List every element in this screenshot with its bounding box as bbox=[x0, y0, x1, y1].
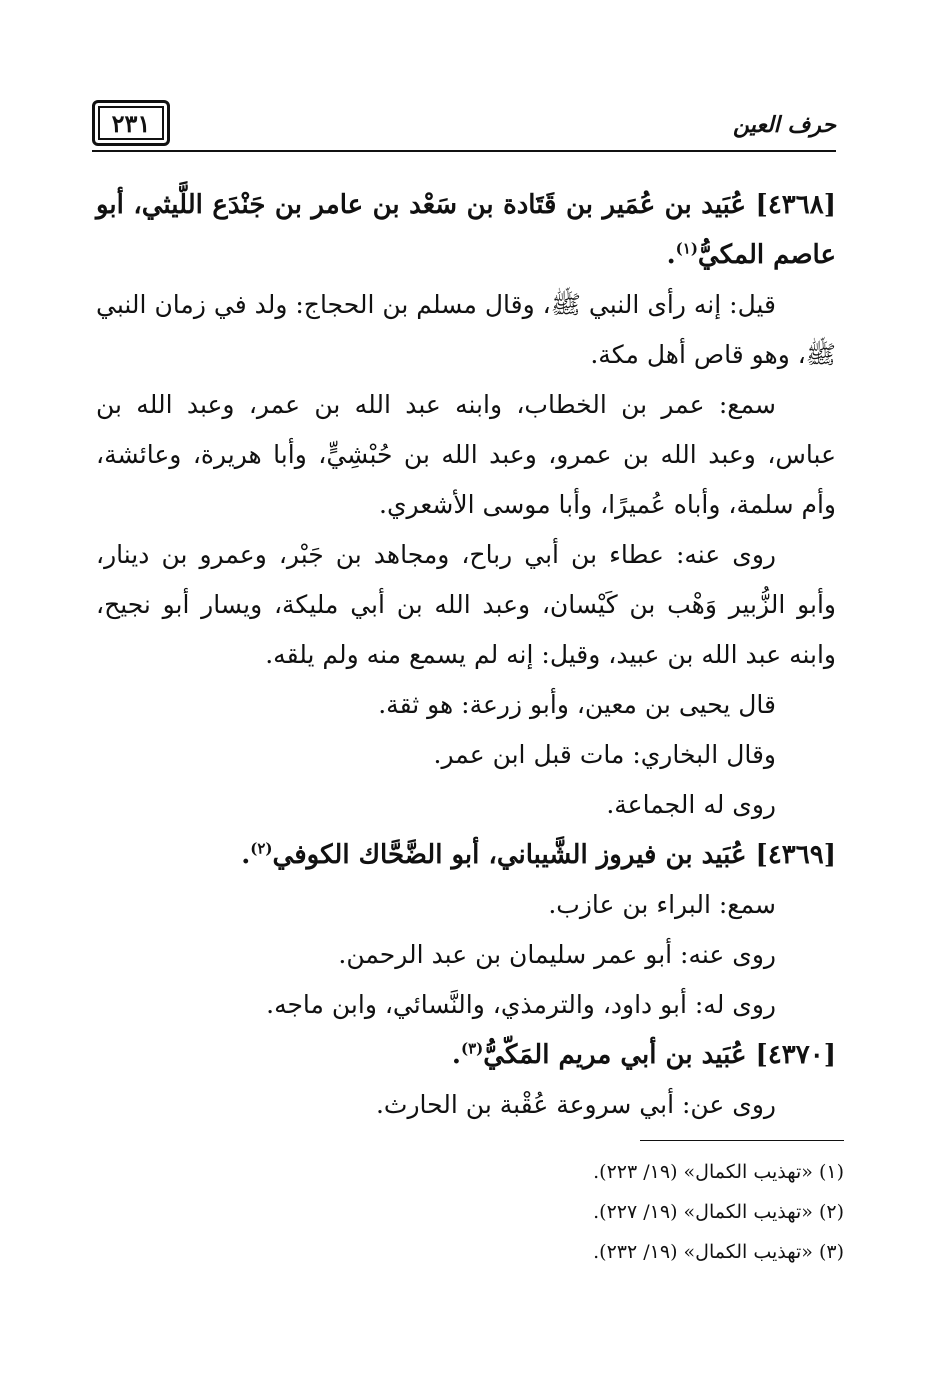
footnotes bbox=[593, 1152, 844, 1272]
header-rule bbox=[92, 150, 836, 152]
page-header bbox=[92, 100, 836, 154]
paragraph: روى عن: أبي سروعة عُقْبة بن الحارث. bbox=[375, 1090, 776, 1119]
entry-title bbox=[96, 1030, 836, 1080]
entry-title-text: [٤٣٦٩] عُبَيد بن فيروز الشَّيباني، أبو الضَّحَّاك الكوفي bbox=[272, 840, 836, 870]
paragraph: قال يحيى بن معين، وأبو زرعة: هو ثقة. bbox=[378, 690, 776, 719]
paragraph: قيل: إنه رأى النبي ﷺ، وقال مسلم بن الحجاج: ولد في زمان النبي ﷺ، وهو قاص أهل مكة. bbox=[96, 290, 836, 369]
entry-title-end: . bbox=[666, 240, 676, 270]
entry-title-end: . bbox=[451, 1040, 461, 1070]
footnote-marker: (٢) bbox=[250, 839, 273, 858]
footnote: (٢) «تهذيب الكمال» (١٩/ ٢٢٧). bbox=[593, 1201, 844, 1223]
paragraph: وقال البخاري: مات قبل ابن عمر. bbox=[433, 740, 776, 769]
footnote-marker: (٣) bbox=[460, 1039, 484, 1058]
paragraph: روى عنه: عطاء بن أبي رباح، ومجاهد بن جَبْر، وعمرو بن دينار، وأبو الزُّبير وَهْب بن كَيْسان، وعبد الله بن أبي مليكة، ويسار أبو نجيح، وابنه عبد الله بن عبيد، وقيل: إنه لم يسمع منه ولم يلقه. bbox=[96, 540, 836, 669]
page-number: ٢٣١ bbox=[92, 100, 170, 146]
footnote-marker: (١) bbox=[675, 239, 698, 258]
paragraph: سمع: البراء بن عازب. bbox=[548, 890, 776, 919]
footnote: (١) «تهذيب الكمال» (١٩/ ٢٢٣). bbox=[593, 1161, 844, 1183]
entry-title bbox=[96, 180, 836, 280]
entry-title-text: [٤٣٦٨] عُبَيد بن عُمَير بن قَتَادة بن سَعْد بن عامر بن جَنْدَع اللَّيثي، أبو عاصم المكيُّ bbox=[96, 190, 836, 270]
entry-title-text: [٤٣٧٠] عُبَيد بن أبي مريم المَكّيُّ bbox=[483, 1040, 836, 1070]
page-body bbox=[96, 180, 836, 1130]
footnote-rule bbox=[640, 1140, 844, 1141]
paragraph: روى له الجماعة. bbox=[606, 790, 776, 819]
paragraph: سمع: عمر بن الخطاب، وابنه عبد الله بن عمر، وعبد الله بن عباس، وعبد الله بن عمرو، وعبد الله بن حُبْشِيٍّ، وأبا هريرة، وعائشة، وأم سلمة، وأباه عُميرًا، وأبا موسى الأشعري. bbox=[96, 390, 836, 519]
running-head: حرف العين bbox=[732, 112, 836, 138]
entry-title-end: . bbox=[241, 840, 251, 870]
footnote: (٣) «تهذيب الكمال» (١٩/ ٢٣٢). bbox=[593, 1241, 844, 1263]
paragraph: روى له: أبو داود، والترمذي، والنَّسائي، وابن ماجه. bbox=[266, 990, 776, 1019]
entry-title bbox=[96, 830, 836, 880]
paragraph: روى عنه: أبو عمر سليمان بن عبد الرحمن. bbox=[338, 940, 776, 969]
